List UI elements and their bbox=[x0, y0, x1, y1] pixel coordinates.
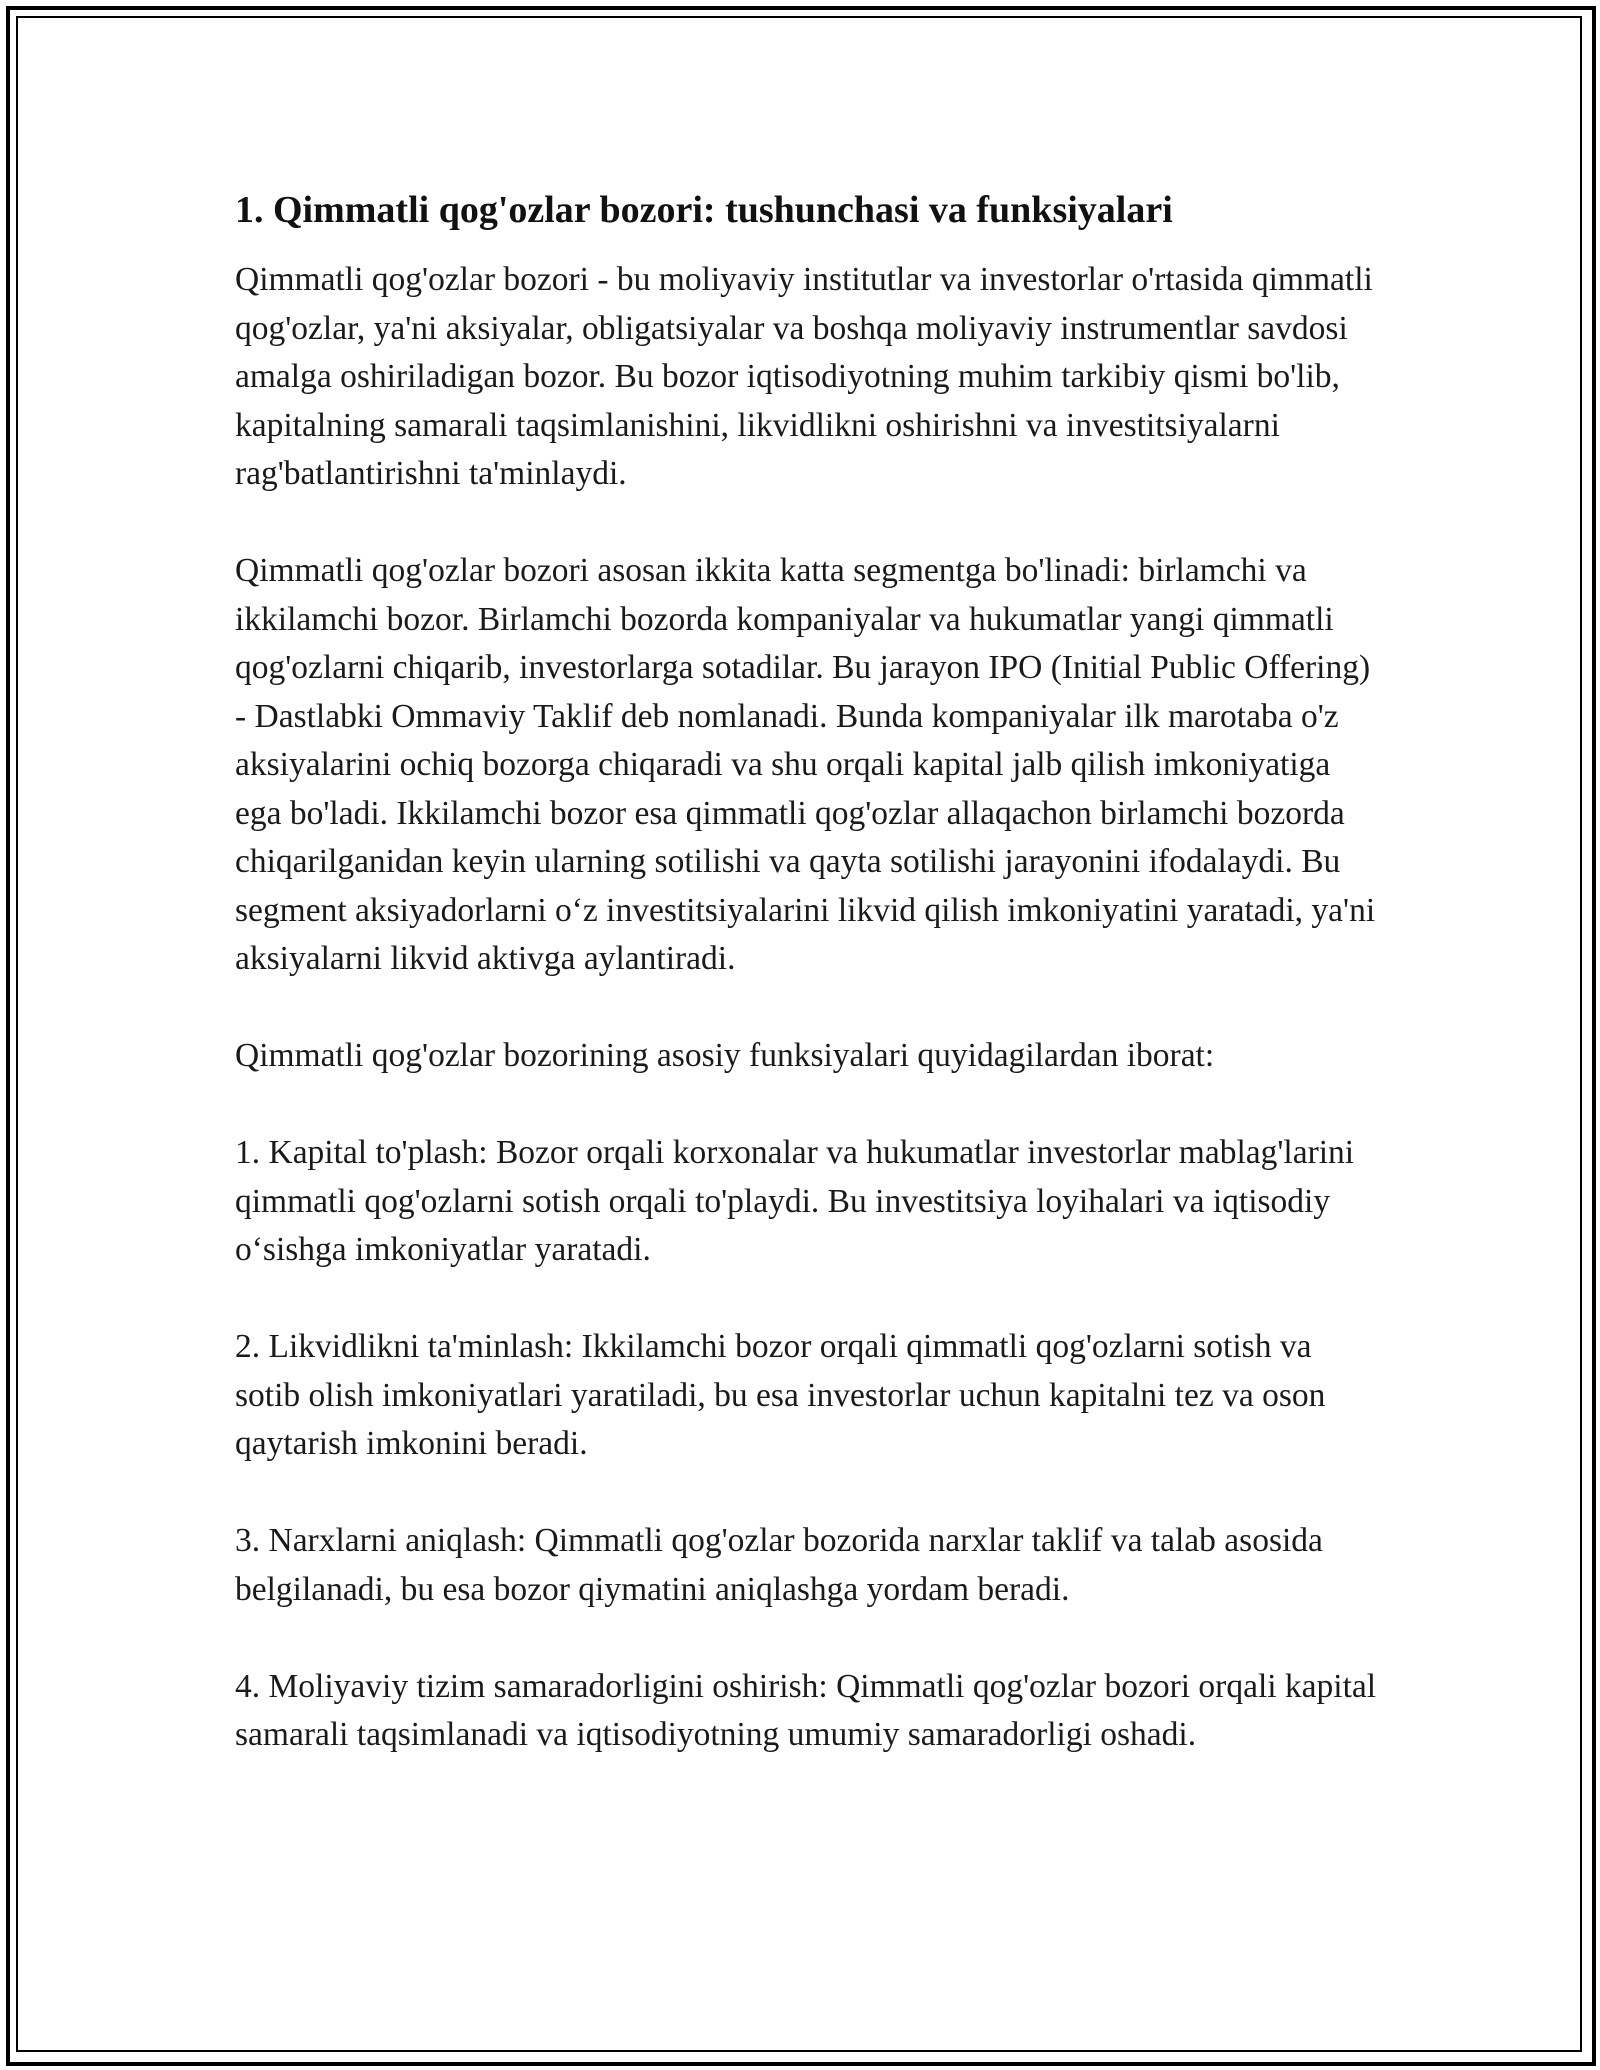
list-item-capital: 1. Kapital to'plash: Bozor orqali korxonalar va hukumatlar investorlar mablag'larini qimmatli qog'ozlarni sotish orqali to'playdi. Bu investitsiya loyihalari va iqtisodiy o‘sishga imkoniyatlar yaratadi. bbox=[235, 1134, 1355, 1268]
section-title: 1. Qimmatli qog'ozlar bozori: tushunchasi va funksiyalari bbox=[235, 189, 1173, 231]
list-item-liquidity: 2. Likvidlikni ta'minlash: Ikkilamchi bozor orqali qimmatli qog'ozlarni sotish va sotib olish imkoniyatlari yaratiladi, bu esa investorlar uchun kapitalni tez va oson qaytarish imkonini beradi. bbox=[235, 1328, 1326, 1462]
paragraph-definition: Qimmatli qog'ozlar bozori - bu moliyaviy institutlar va investorlar o'rtasida qimmatli qog'ozlar, ya'ni aksiyalar, obligatsiyalar va boshqa moliyaviy instrumentlar savdosi amalga oshiriladigan bozor. Bu bozor iqtisodiyotning muhim tarkibiy qismi bo'lib, kapitalning samarali taqsimlanishini, likvidlikni oshirishni va investitsiyalarni rag'batlantirishni ta'minlaydi. bbox=[235, 261, 1373, 492]
document-body bbox=[235, 186, 1380, 1808]
paragraph-functions-intro: Qimmatli qog'ozlar bozorining asosiy funksiyalari quyidagilardan iborat: bbox=[235, 1037, 1215, 1074]
paragraph-segments: Qimmatli qog'ozlar bozori asosan ikkita katta segmentga bo'linadi: birlamchi va ikkilamchi bozor. Birlamchi bozorda kompaniyalar va hukumatlar yangi qimmatli qog'ozlarni chiqarib, investorlarga sotadilar. Bu jarayon IPO (Initial Public Offering) - Dastlabki Ommaviy Taklif deb nomlanadi. Bunda kompaniyalar ilk marotaba o'z aksiyalarini ochiq bozorga chiqaradi va shu orqali kapital jalb qilish imkoniyatiga ega bo'ladi. Ikkilamchi bozor esa qimmatli qog'ozlar allaqachon birlamchi bozorda chiqarilganidan keyin ularning sotilishi va qayta sotilishi jarayonini ifodalaydi. Bu segment aksiyadorlarni o‘z investitsiyalarini likvid qilish imkoniyatini yaratadi, ya'ni aksiyalarni likvid aktivga aylantiradi. bbox=[235, 552, 1376, 977]
list-item-efficiency: 4. Moliyaviy tizim samaradorligini oshirish: Qimmatli qog'ozlar bozori orqali kapital samarali taqsimlanadi va iqtisodiyotning umumiy samaradorligi oshadi. bbox=[235, 1667, 1377, 1753]
list-item-pricing: 3. Narxlarni aniqlash: Qimmatli qog'ozlar bozorida narxlar taklif va talab asosida belgilanadi, bu esa bozor qiymatini aniqlashga yordam beradi. bbox=[235, 1522, 1323, 1608]
